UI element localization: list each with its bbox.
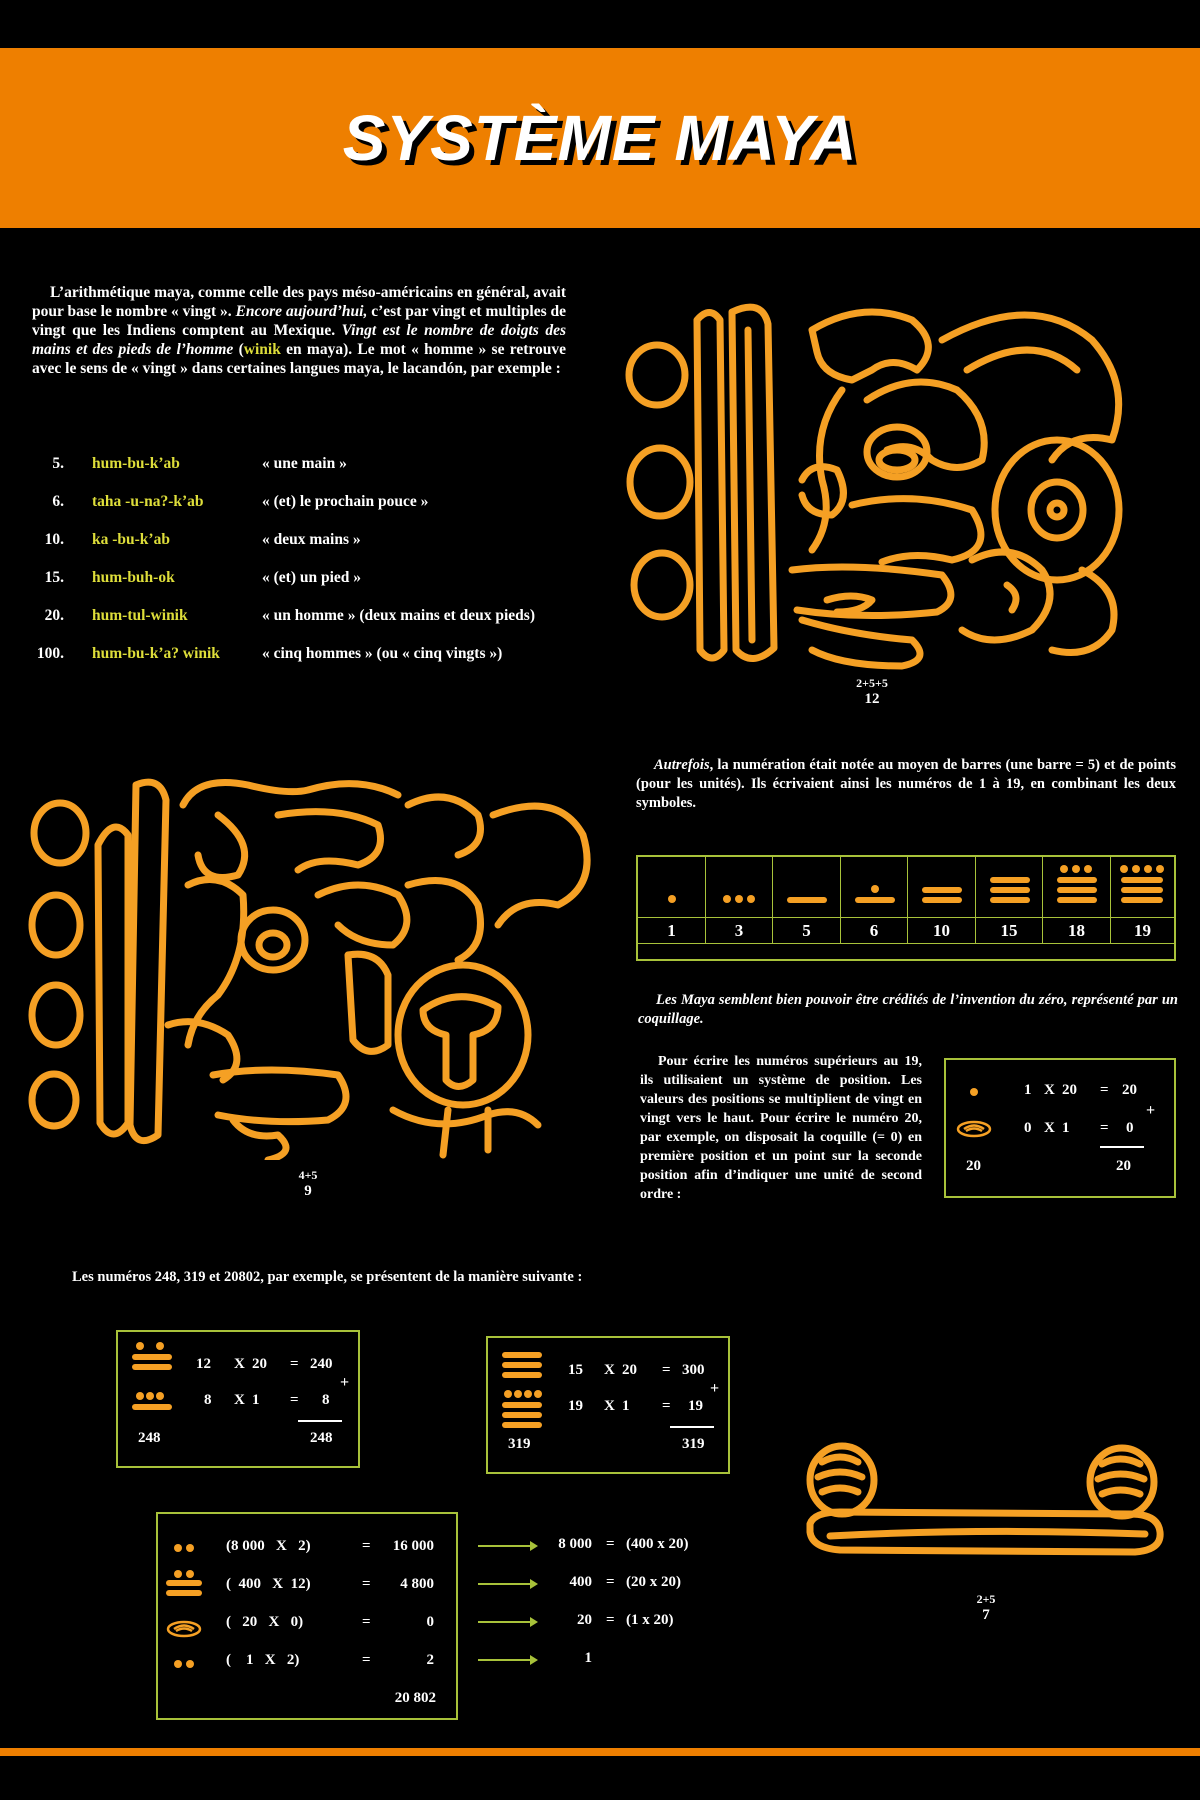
arrow-right-icon [478,1659,536,1661]
numeral-label: 6 [841,917,908,943]
row-times: X [234,1392,245,1408]
glyph-12-formula: 2+5+5 [856,676,888,690]
list-item-meaning: « un homme » (deux mains et deux pieds) [262,607,535,624]
numeral-18-glyph [1043,857,1111,917]
bar-icon [166,1590,202,1596]
bar-icon [132,1404,172,1410]
row-multiplier: 19 [568,1398,583,1414]
row-factor: 1 [622,1398,630,1414]
row-multiplier: 12 [196,1356,211,1372]
dot-icon [1144,865,1152,873]
power-equals: = [606,1536,615,1552]
numeral-label: 19 [1111,917,1174,943]
dot-icon [514,1390,522,1398]
numeral-5-glyph [773,857,841,917]
row-times: X [604,1398,615,1414]
intro-text-3: c’est par vingt et multiples de vingt que les Indiens comptent au Mexique. [32,303,566,339]
dot-icon [970,1088,978,1096]
intro-winik: winik [243,341,281,358]
power-expression: (1 x 20) [626,1612,674,1628]
row-result: 0 [1126,1120,1134,1136]
list-item-number: 20. [44,607,64,624]
left-total: 319 [508,1436,531,1452]
zero-note-text: Les Maya semblent bien pouvoir être crédités de l’invention du zéro, représenté par un coquillage. [638,992,1178,1027]
numeral-3-glyph [706,857,773,917]
row-factor: 1 [252,1392,260,1408]
row-equals: = [1100,1120,1109,1136]
position-text: Pour écrire les numéros supérieurs au 19, ils utilisaient un système de position. Les valeurs des positions se multiplient de vingt en vingt vers le haut. Pour écrire le numéro 20, par exemple, on disposait la coquille (= 0) en première position et un point sur la seconde position afin d’indiquer une unité de second ordre : [640,1054,922,1202]
bar-icon [990,897,1030,903]
dot-icon [146,1392,154,1400]
dot-icon [186,1570,194,1578]
bar-icon [502,1422,542,1428]
grand-total: 20 802 [394,1690,436,1706]
list-item-meaning: « une main » [262,455,347,472]
dot-icon [1084,865,1092,873]
power-value: 8 000 [558,1536,592,1552]
bar-icon [132,1354,172,1360]
row-result: 19 [688,1398,703,1414]
maya-glyph-12-image [612,300,1142,670]
intro-text-1: L’arithmétique maya, comme celle des pays méso-américains en général, avait pour base le nombre « vingt ». [32,284,566,320]
list-item-word: hum-bu-k’a? winik [92,645,220,662]
numeral-label: 15 [976,917,1043,943]
glyph-9-caption [248,1168,368,1200]
dot-icon [186,1660,194,1668]
list-item-number: 5. [52,455,64,472]
glyph-7-value: 7 [982,1607,990,1623]
bars-dots-text-2: , la numération était notée au moyen de barres (une barre = 5) et de points (pour les unités). Ils écrivaient ainsi les numéros de 1 à 19, en combinant les deux symboles. [636,757,1176,811]
list-item-meaning: « (et) le prochain pouce » [262,493,429,510]
bar-icon [502,1412,542,1418]
left-total: 20 [966,1158,981,1174]
plus-sign: + [1146,1102,1156,1119]
row-expression: ( 1 X 2) [226,1652,300,1668]
bar-icon [855,897,895,903]
row-factor: 20 [1062,1082,1077,1098]
bar-icon [502,1372,542,1378]
row-multiplier: 1 [1024,1082,1032,1098]
row-result: 8 [322,1392,330,1408]
intro-text-5: ( [233,341,244,358]
glyph-9-formula: 4+5 [298,1168,318,1182]
list-item-word: hum-buh-ok [92,569,175,586]
right-total: 319 [682,1436,705,1452]
sum-line [1100,1146,1144,1148]
numeral-6-glyph [841,857,908,917]
dot-icon [186,1544,194,1552]
row-expression: ( 20 X 0) [226,1614,304,1630]
list-item-number: 100. [36,645,64,662]
bars-dots-paragraph [636,756,1176,813]
bar-icon [990,877,1030,883]
sum-line [670,1426,714,1428]
power-value: 400 [569,1574,592,1590]
row-times: X [234,1356,245,1372]
dot-icon [747,895,755,903]
power-value: 1 [584,1650,592,1666]
row-result: 240 [310,1356,333,1372]
maya-glyph-7-image [800,1432,1170,1572]
table-divider [638,943,1174,944]
example-box-20802 [156,1512,458,1720]
row-multiplier: 8 [204,1392,212,1408]
position-paragraph [640,1052,922,1204]
bar-icon [990,887,1030,893]
dot-icon [1072,865,1080,873]
power-expression: (400 x 20) [626,1536,689,1552]
row-result: 0 [426,1614,434,1630]
dot-icon [1132,865,1140,873]
intro-paragraph [32,283,566,378]
powers-of-20-list [476,1536,726,1696]
zero-note [638,991,1178,1029]
dot-icon [1156,865,1164,873]
numeral-table [636,855,1176,961]
bar-icon [1057,887,1097,893]
list-item-word: taha -u-na?-k’ab [92,493,204,510]
bar-icon [1057,877,1097,883]
example-box-248 [116,1330,360,1468]
examples-intro-text: Les numéros 248, 319 et 20802, par exemple, se présentent de la manière suivante : [72,1269,583,1285]
list-item-number: 10. [44,531,64,548]
glyph-7-caption [926,1592,1046,1624]
right-total: 248 [310,1430,333,1446]
dot-icon [668,895,676,903]
power-expression: (20 x 20) [626,1574,681,1590]
row-equals: = [362,1652,371,1668]
row-expression: ( 400 X 12) [226,1576,311,1592]
bar-icon [922,887,962,893]
bottom-rule [0,1748,1200,1756]
numeral-1-glyph [638,857,706,917]
dot-icon [1120,865,1128,873]
bar-icon [787,897,827,903]
row-result: 2 [426,1652,434,1668]
row-expression: (8 000 X 2) [226,1538,311,1554]
intro-text-7: en maya). Le mot « homme » se retrouve avec le sens de « vingt » dans certaines langues maya, le lacandón, par exemple : [32,341,566,377]
row-equals: = [662,1398,671,1414]
power-equals: = [606,1574,615,1590]
bar-icon [166,1580,202,1586]
bar-icon [502,1402,542,1408]
shell-zero-icon [166,1620,202,1638]
arrow-right-icon [478,1545,536,1547]
dot-icon [723,895,731,903]
bar-icon [922,897,962,903]
dot-icon [174,1660,182,1668]
row-equals: = [362,1576,371,1592]
power-value: 20 [577,1612,592,1628]
numeral-label: 18 [1043,917,1111,943]
arrow-right-icon [478,1621,536,1623]
row-equals: = [290,1356,299,1372]
example-box-20 [944,1058,1176,1198]
dot-icon [534,1390,542,1398]
glyph-12-caption [812,676,932,708]
bar-icon [1121,897,1163,903]
list-item-number: 6. [52,493,64,510]
example-box-319 [486,1336,730,1474]
dot-icon [156,1392,164,1400]
dot-icon [871,885,879,893]
row-factor: 20 [622,1362,637,1378]
row-times: X [1044,1120,1055,1136]
numeral-15-glyph [976,857,1043,917]
row-result: 300 [682,1362,705,1378]
intro-text-4: Vingt est le nombre de doigts des mains et des pieds de l’homme [32,322,566,358]
numeral-label: 1 [638,917,706,943]
power-equals: = [606,1612,615,1628]
intro-text-2: Encore aujourd’hui, [235,303,368,320]
row-equals: = [362,1538,371,1554]
numeral-10-glyph [908,857,976,917]
row-equals: = [1100,1082,1109,1098]
row-equals: = [290,1392,299,1408]
numeral-19-glyph [1111,857,1174,917]
bar-icon [1121,887,1163,893]
bar-icon [502,1362,542,1368]
row-times: X [1044,1082,1055,1098]
list-item-word: hum-tul-winik [92,607,188,624]
list-item-word: hum-bu-k’ab [92,455,180,472]
plus-sign: + [710,1380,720,1397]
bar-icon [502,1352,542,1358]
list-item-number: 15. [44,569,64,586]
list-item-meaning: « cinq hommes » (ou « cinq vingts ») [262,645,503,662]
dot-icon [174,1544,182,1552]
glyph-9-value: 9 [304,1183,312,1199]
row-equals: = [662,1362,671,1378]
glyph-12-value: 12 [864,691,880,707]
glyph-7-formula: 2+5 [976,1592,996,1606]
right-total: 20 [1116,1158,1131,1174]
bar-icon [1057,897,1097,903]
row-factor: 20 [252,1356,267,1372]
list-item-meaning: « deux mains » [262,531,361,548]
numeral-label: 3 [706,917,773,943]
list-item-word: ka -bu-k’ab [92,531,170,548]
row-equals: = [362,1614,371,1630]
row-multiplier: 0 [1024,1120,1032,1136]
bars-dots-text-1: Autrefois [654,757,710,773]
maya-glyph-9-image [18,775,598,1160]
row-result: 20 [1122,1082,1137,1098]
row-multiplier: 15 [568,1362,583,1378]
bar-icon [1121,877,1163,883]
dot-icon [136,1392,144,1400]
dot-icon [174,1570,182,1578]
sum-line [298,1420,342,1422]
plus-sign: + [340,1374,350,1391]
page-title: SYSTÈME MAYA [342,102,858,174]
left-total: 248 [138,1430,161,1446]
dot-icon [156,1342,164,1350]
row-times: X [604,1362,615,1378]
dot-icon [735,895,743,903]
numeral-label: 5 [773,917,841,943]
row-factor: 1 [1062,1120,1070,1136]
dot-icon [136,1342,144,1350]
row-result: 4 800 [400,1576,434,1592]
examples-intro [72,1268,772,1287]
dot-icon [1060,865,1068,873]
numeral-label: 10 [908,917,976,943]
row-result: 16 000 [392,1538,434,1554]
shell-zero-icon [956,1120,992,1138]
arrow-right-icon [478,1583,536,1585]
bar-icon [132,1364,172,1370]
dot-icon [524,1390,532,1398]
list-item-meaning: « (et) un pied » [262,569,362,586]
dot-icon [504,1390,512,1398]
